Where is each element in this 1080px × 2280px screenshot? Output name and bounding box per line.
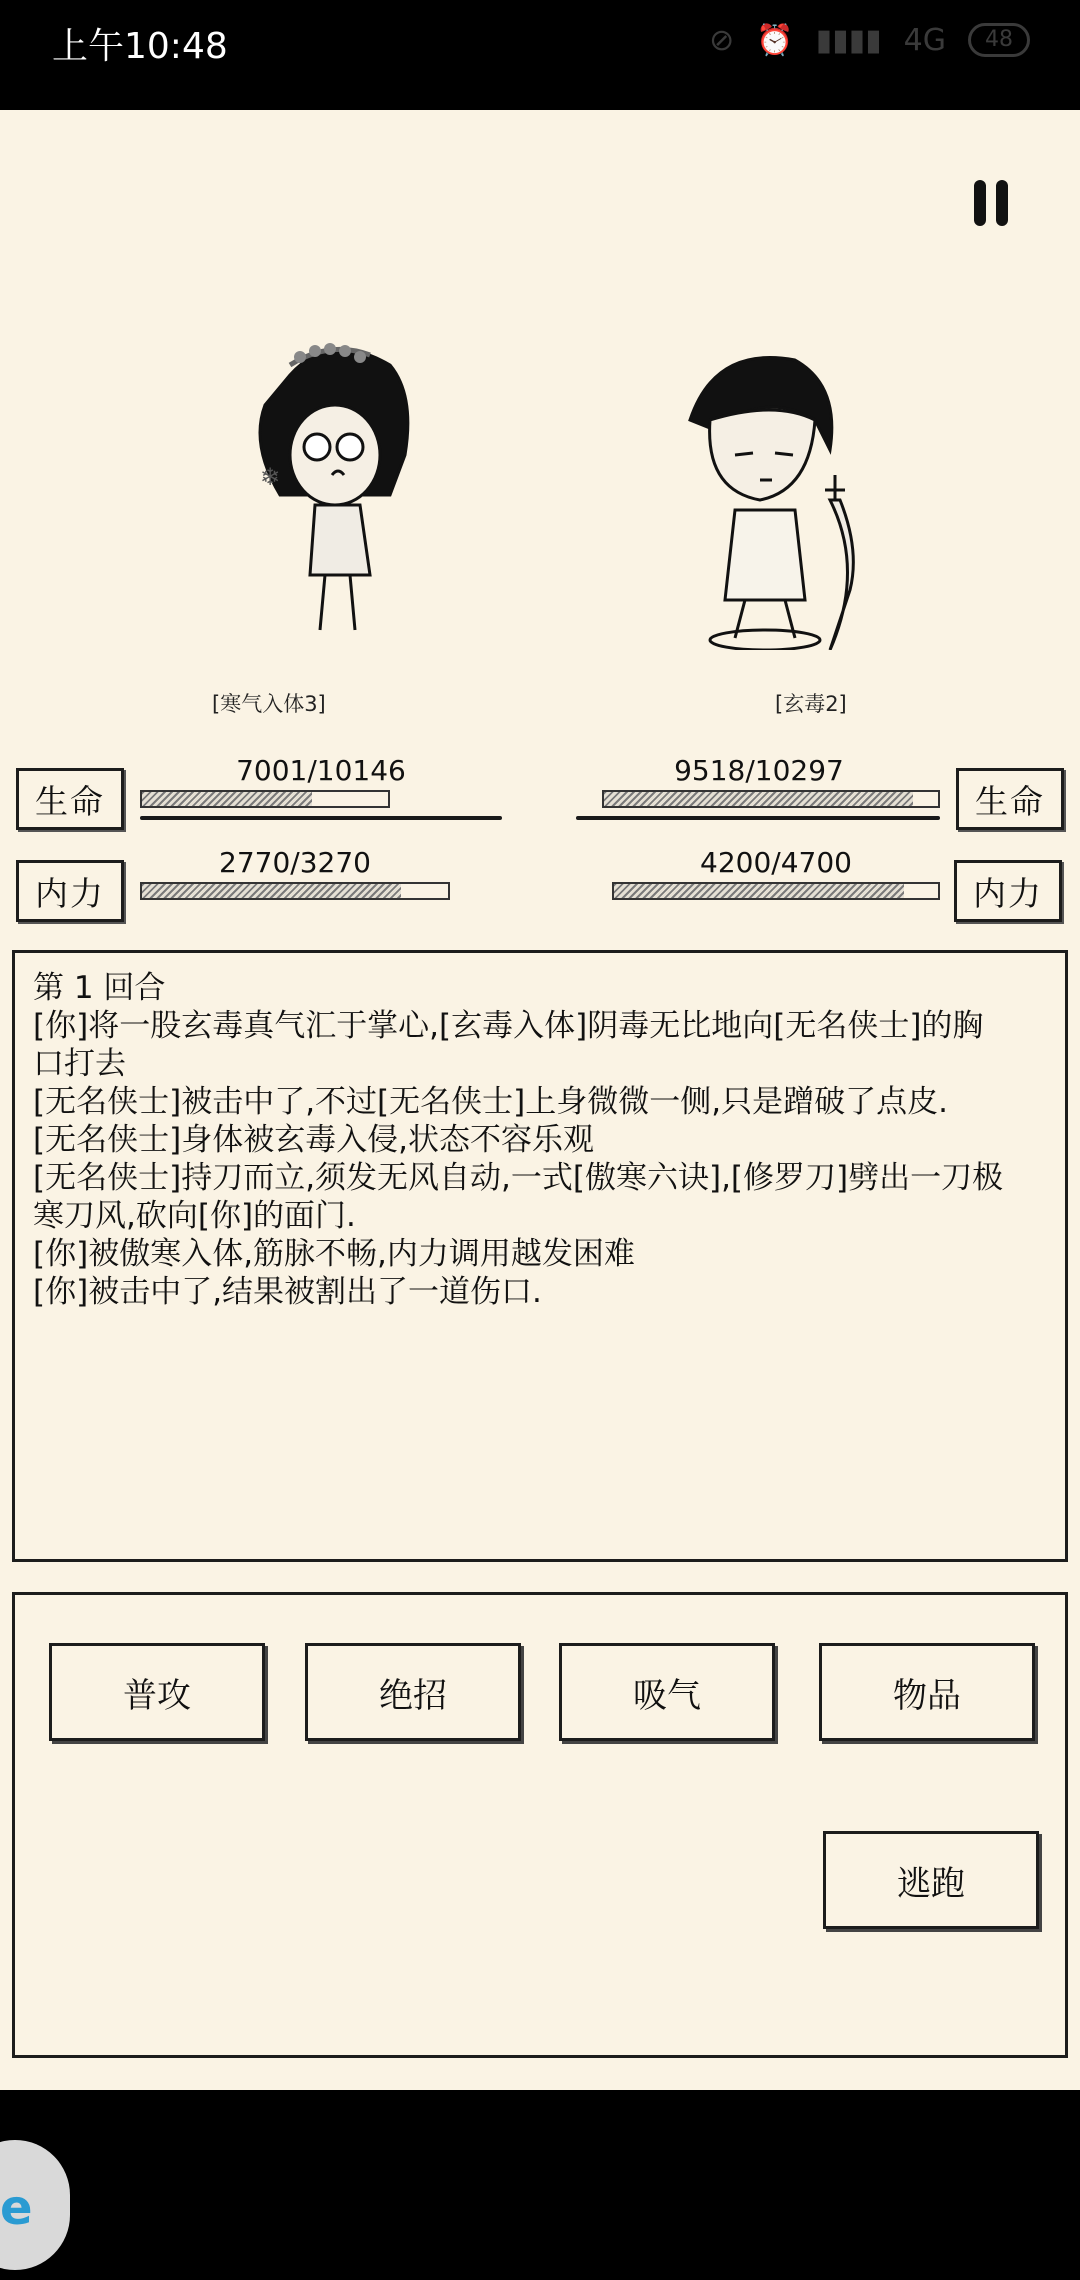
- pause-bar-left: [974, 180, 986, 226]
- status-icons: [709, 20, 1030, 60]
- log-line: [你]被击中了,结果被割出了一道伤口.: [33, 1274, 542, 1310]
- player-hp-underline: [140, 816, 502, 820]
- clock: 上午10:48: [52, 26, 228, 67]
- player-mp-value: 2770/3270: [219, 846, 371, 879]
- pause-button[interactable]: [970, 180, 1014, 230]
- player-status-effect: [寒气入体3]: [212, 692, 326, 716]
- breathe-button[interactable]: 吸气: [559, 1643, 775, 1741]
- flee-button[interactable]: 逃跑: [823, 1831, 1039, 1929]
- player-mp-label: 内力: [16, 860, 124, 922]
- player-hp-label: 生命: [16, 768, 124, 830]
- enemy-hp-underline: [576, 816, 940, 820]
- signal-icon: ▮▮▮▮: [815, 22, 882, 58]
- enemy-mp-value: 4200/4700: [700, 846, 852, 879]
- alarm-icon: ⏰: [756, 22, 794, 58]
- log-line: [无名侠士]身体被玄毒入侵,状态不容乐观: [33, 1122, 595, 1158]
- enemy-hp-bar: [602, 790, 940, 808]
- enemy-mp-bar: [612, 882, 940, 900]
- items-button[interactable]: 物品: [819, 1643, 1035, 1741]
- enemy-mp-label: 内力: [954, 860, 1062, 922]
- log-line: 第 1 回合: [33, 970, 166, 1006]
- enemy-hp-value: 9518/10297: [674, 754, 844, 787]
- player-hp-fill: [142, 792, 312, 806]
- enemy-character: [665, 350, 895, 650]
- log-line: [你]将一股玄毒真气汇于掌心,[玄毒入体]阴毒无比地向[无名侠士]的胸: [33, 1008, 984, 1044]
- action-panel: [12, 1592, 1068, 2058]
- no-alarm-icon: ⊘: [709, 22, 735, 58]
- log-line: 寒刀风,砍向[你]的面门.: [33, 1198, 356, 1234]
- log-line: [无名侠士]被击中了,不过[无名侠士]上身微微一侧,只是蹭破了点皮.: [33, 1084, 948, 1120]
- attack-button[interactable]: 普攻: [49, 1643, 265, 1741]
- player-mp-fill: [142, 884, 401, 898]
- log-line: 口打去: [33, 1046, 126, 1082]
- enemy-hp-label: 生命: [956, 768, 1064, 830]
- player-mp-bar: [140, 882, 450, 900]
- svg-text:❄: ❄: [260, 463, 281, 491]
- player-hp-bar: [140, 790, 390, 808]
- player-character: [220, 335, 440, 635]
- network-type: 4G: [903, 22, 946, 58]
- enemy-hp-fill: [604, 792, 913, 806]
- ultimate-button[interactable]: 绝招: [305, 1643, 521, 1741]
- status-bar: [0, 0, 1080, 110]
- battery-icon: 48: [968, 23, 1030, 57]
- battle-screen: [0, 110, 1080, 2090]
- pause-bar-right: [996, 180, 1008, 226]
- log-line: [你]被傲寒入体,筋脉不畅,内力调用越发困难: [33, 1236, 635, 1272]
- floating-app-glyph-icon: e: [0, 2180, 33, 2236]
- battle-log[interactable]: [12, 950, 1068, 1562]
- enemy-mp-fill: [614, 884, 904, 898]
- log-line: [无名侠士]持刀而立,须发无风自动,一式[傲寒六诀],[修罗刀]劈出一刀极: [33, 1160, 1004, 1196]
- enemy-status-effect: [玄毒2]: [775, 692, 847, 716]
- player-hp-value: 7001/10146: [236, 754, 406, 787]
- navigation-bar: [0, 2090, 1080, 2280]
